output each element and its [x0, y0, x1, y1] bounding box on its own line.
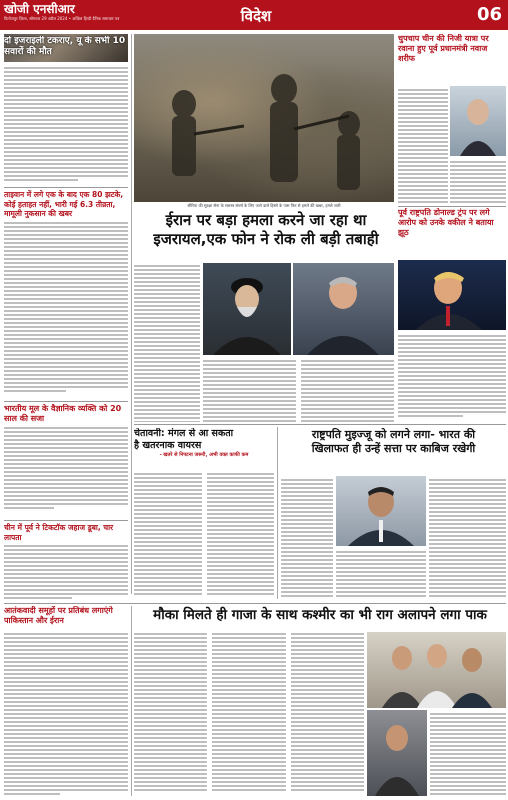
story-iran-israel-headline-1: ईरान पर बड़ा हमला करने जा रहा था [165, 211, 367, 229]
page-number: 06 [476, 4, 502, 25]
story-gaza-headline: दो इजराइली टकराए, यू के सभी 10 सवारों की मौत [4, 36, 126, 57]
story-indian-origin [4, 404, 128, 524]
story-iran-israel-body-2 [203, 357, 394, 422]
story-trump [398, 208, 506, 258]
story-trump-headline: पूर्व राष्ट्रपति डोनाल्ड ट्रंप पर लगे आरोप को उनके वकील ने बताया झूठ [398, 208, 494, 237]
story-iran-israel-text-lines [134, 265, 200, 422]
story-indian-origin-headline: भारतीय मूल के वैज्ञानिक व्यक्ति को 20 साल की सजा [4, 404, 122, 423]
story-nawaz-body-right [450, 158, 506, 204]
story-nawaz-body-left [398, 86, 448, 204]
masthead [0, 0, 508, 30]
story-taiwan-text-lines [4, 222, 128, 392]
story-china-missing-text-lines [4, 545, 128, 599]
masthead-subline: फिरोजपुर ज़िला, सोमवार 29 अप्रैल 2024 • अखिल हिन्दी दैनिक समाचार पत्र [4, 16, 120, 21]
divider [4, 603, 506, 604]
person-portrait-icon [367, 710, 427, 796]
story-kashmir-head [134, 606, 506, 630]
person-portrait-icon [450, 86, 506, 156]
story-kashmir-headline: मौका मिलते ही गाजा के साथ कश्मीर का भी राग अलापने लगा पाक [153, 607, 487, 623]
iran-leader-photo [203, 263, 291, 355]
story-iran-israel-columns [203, 357, 394, 422]
story-taiwan [4, 190, 128, 400]
story-maldives-text-lines [281, 479, 333, 597]
main-news-photo [134, 34, 394, 202]
story-gaza-text-lines [4, 67, 128, 181]
story-iran-israel-headline-2: इजरायल,एक फोन ने रोक ली बड़ी तबाही [153, 230, 379, 248]
divider [134, 424, 506, 425]
story-virus-headline-1: चेतावनी: मंगल से आ सकता [134, 428, 234, 439]
story-maldives-head [281, 428, 506, 474]
story-maldives-body-2 [336, 548, 426, 598]
story-maldives-body-1 [281, 476, 333, 598]
story-trump-text-lines [398, 335, 506, 417]
story-maldives-text-lines-3 [429, 479, 506, 597]
story-gaza-body [4, 64, 128, 184]
column-divider [131, 606, 132, 796]
story-maldives-text-lines-2 [336, 551, 426, 597]
story-indian-origin-text-lines [4, 427, 128, 509]
story-kashmir-columns [134, 630, 364, 793]
story-pakistan-iran-text-lines [4, 633, 128, 795]
trump-photo [398, 260, 506, 330]
person-portrait-icon [203, 263, 291, 355]
divider [4, 520, 128, 521]
story-trump-body [398, 332, 506, 422]
story-pakistan-iran-headline: आतंकवादी समूहों पर प्रतिबंध लगाएंगे पाकिस्तान और ईरान [4, 606, 113, 625]
story-virus-column [134, 473, 202, 597]
person-portrait-icon [336, 476, 426, 546]
story-nawaz-headline: चुपचाप चीन की निजी यात्रा पर रवाना हुए पूर्व प्रधानमंत्री नवाज शरीफ [398, 34, 489, 63]
story-iran-israel-head [134, 211, 398, 261]
pakistan-leaders-photo [367, 632, 506, 708]
pakistan-official-photo [367, 710, 427, 796]
story-virus-column [207, 473, 275, 597]
nawaz-photo [450, 86, 506, 156]
story-kashmir-body-right [430, 710, 506, 796]
story-nawaz-text-lines-2 [450, 161, 506, 203]
story-kashmir-body [134, 630, 364, 796]
soldiers-illustration [134, 34, 394, 202]
divider [398, 206, 506, 207]
story-iran-israel-body-1 [134, 262, 200, 422]
column-divider [277, 427, 278, 599]
story-virus-columns [134, 470, 274, 597]
israel-leader-photo [293, 263, 394, 355]
person-portrait-icon [293, 263, 394, 355]
newspaper-logo: खोजी एनसीआर [4, 2, 75, 16]
story-virus-body [134, 470, 274, 598]
story-virus-headline-2: है खतरनाक वायरस [134, 440, 202, 451]
story-taiwan-headline: ताइवान में लगे एक के बाद एक 80 झटके, कोई हताहत नहीं, भारी गई 6.3 तीव्रता, मामूली नुकसान की खबर [4, 190, 124, 218]
main-photo-caption: सीरिया की सुरक्षा सेना के सशस्त्र संघर्ष के लिए जाने वाले हिस्से के पास फिर से हमले की खबर, हमले जारी [187, 203, 341, 208]
story-pakistan-iran-body [4, 630, 128, 796]
story-nawaz-text-lines [398, 89, 448, 203]
divider [4, 401, 128, 402]
story-china-missing [4, 523, 128, 601]
story-maldives-headline-2: खिलाफत ही उन्हें सत्ता पर काबिज रखेगी [311, 442, 476, 455]
story-maldives-headline-1: राष्ट्रपति मुइज्जू को लगने लगा- भारत की [311, 428, 476, 441]
maldives-president-photo [336, 476, 426, 546]
story-kashmir-column [134, 633, 207, 793]
column-divider [131, 34, 132, 594]
masthead-brand [4, 2, 154, 21]
story-nawaz [398, 34, 506, 82]
story-kashmir-column [291, 633, 364, 793]
story-iran-israel-column [203, 360, 296, 422]
people-group-icon [367, 632, 506, 708]
story-virus-head [134, 428, 274, 468]
story-iran-israel-column [301, 360, 394, 422]
story-kashmir-column [212, 633, 285, 793]
story-maldives-body-3 [429, 476, 506, 598]
section-title: विदेश [240, 7, 272, 25]
divider [4, 187, 128, 188]
story-kashmir-text-lines [430, 713, 506, 795]
story-virus-kicker: - खतरे से निपटना जरूरी, अभी वक्त काफी कम [159, 452, 249, 458]
person-portrait-icon [398, 260, 506, 330]
story-gaza-text [4, 36, 128, 64]
story-china-missing-headline: चीन में पूर्व ने टिकटॉक जहाज डूबा, चार लापता [4, 523, 114, 542]
